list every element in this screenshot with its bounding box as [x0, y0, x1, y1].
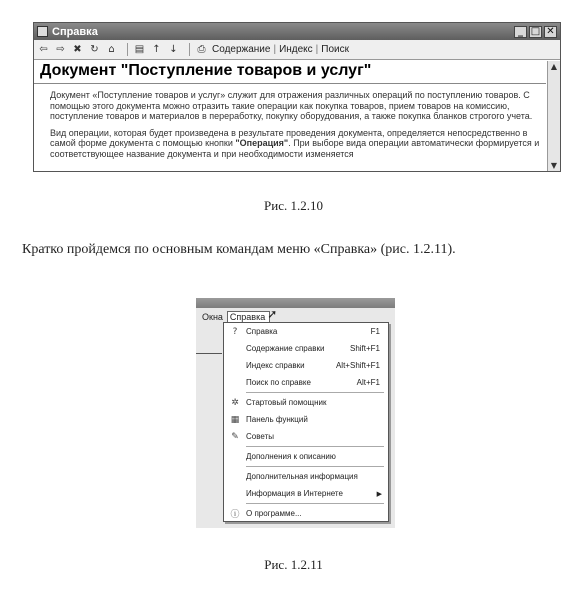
search-link[interactable]: Поиск [321, 44, 349, 55]
help-menu-screenshot [196, 298, 395, 528]
wizard-icon: ✲ [231, 397, 239, 408]
minimize-button[interactable]: _ [514, 26, 527, 38]
document-title: Документ "Поступление товаров и услуг" [34, 60, 546, 84]
menubar [196, 308, 395, 323]
menu-item-start-wizard[interactable] [224, 394, 388, 411]
menu-separator [246, 466, 384, 467]
menu-item-shortcut: Alt+F1 [356, 378, 380, 387]
home-icon[interactable]: ⌂ [108, 44, 115, 55]
toolbar-divider [189, 43, 190, 56]
submenu-arrow-icon: ▶ [376, 489, 382, 498]
toolbar-divider [127, 43, 128, 56]
menu-separator [246, 446, 384, 447]
paragraph-text: . При выборе вида операции автоматически формируется и соответствующее название документа и при необходимости изменяется [50, 138, 540, 159]
menu-item-shortcut: Alt+Shift+F1 [335, 361, 380, 370]
menu-separator [246, 503, 384, 504]
menu-item-label: Советы [246, 432, 274, 441]
toolbar-separator: | [273, 44, 277, 55]
refresh-icon[interactable]: ↻ [90, 44, 99, 55]
menu-item-about[interactable] [224, 505, 388, 522]
menu-item-help[interactable] [224, 323, 388, 340]
sync-contents-icon[interactable]: ▤ [134, 44, 145, 55]
back-arrow-icon[interactable]: ⇦ [39, 44, 48, 55]
forward-arrow-icon[interactable]: ⇨ [56, 44, 65, 55]
print-icon[interactable]: ⎙ [197, 44, 206, 55]
menu-item-help-search[interactable] [224, 374, 388, 391]
menu-item-function-panel[interactable] [224, 411, 388, 428]
help-window [33, 22, 561, 172]
next-topic-icon[interactable]: ↓ [169, 44, 178, 55]
close-button[interactable]: ✕ [544, 26, 557, 38]
scroll-up-icon[interactable]: ▲ [550, 62, 558, 71]
window-titlebar [196, 298, 395, 308]
menu-item-label: Индекс справки [246, 361, 305, 370]
stop-icon[interactable]: ✖ [73, 44, 82, 55]
menu-item-label: Поиск по справке [246, 378, 311, 387]
help-dropdown-menu [223, 322, 389, 522]
menu-separator [246, 392, 384, 393]
question-icon: ? [232, 326, 238, 337]
menu-help[interactable]: Справка [227, 311, 270, 323]
help-toolbar [34, 40, 560, 60]
scroll-down-icon[interactable]: ▼ [550, 161, 558, 170]
menu-item-label: Стартовый помощник [246, 398, 327, 407]
index-link[interactable]: Индекс [279, 44, 313, 55]
previous-topic-icon[interactable]: ↑ [152, 44, 161, 55]
help-app-icon [37, 26, 48, 37]
toolbar-separator: | [315, 44, 319, 55]
menu-item-additional-info[interactable] [224, 468, 388, 485]
menu-item-description-addons[interactable] [224, 448, 388, 465]
paragraph-text: Вид операции, которая будет произведена в результате проведения документа, определяется непосредственно в самой форме документа с помощью кнопки [50, 127, 528, 148]
help-window-titlebar [34, 23, 560, 40]
menu-item-label: Справка [246, 327, 278, 336]
body-paragraph: Кратко пройдемся по основным командам меню «Справка» (рис. 1.2.11). [22, 242, 456, 257]
contents-link[interactable]: Содержание [212, 44, 271, 55]
menu-item-tips[interactable] [224, 428, 388, 445]
menu-item-shortcut: F1 [370, 327, 380, 336]
menu-item-label: Дополнения к описанию [246, 452, 336, 461]
help-paragraph: Документ «Поступление товаров и услуг» служит для отражения различных операций по поступлению товаров. С помощью этого документа можно отразить такие операции как покупка товаров, прием товаров на комиссию, поступление товаров и материалов в переработку, покупку оборудования, а также покупка бланков строгого учета. [50, 90, 533, 121]
menu-item-shortcut: Shift+F1 [349, 344, 380, 353]
maximize-button[interactable]: □ [530, 25, 541, 37]
figure-caption: Рис. 1.2.10 [264, 198, 323, 213]
menu-item-help-contents[interactable] [224, 340, 388, 357]
help-paragraph [50, 128, 540, 160]
window-title: Справка [52, 25, 98, 38]
menu-item-label: О программе... [246, 509, 302, 518]
help-content [34, 84, 560, 159]
operation-keyword: "Операция" [235, 138, 289, 148]
mouse-cursor-icon: ➚ [267, 307, 278, 321]
divider-line [196, 353, 222, 354]
menu-item-label: Информация в Интернете [246, 489, 343, 498]
panel-icon: ▦ [230, 414, 240, 425]
tips-icon: ✎ [231, 431, 239, 442]
menu-item-label: Панель функций [246, 415, 308, 424]
info-icon: ⓘ [230, 510, 240, 520]
menu-item-label: Содержание справки [246, 344, 325, 353]
menu-item-internet-info[interactable] [224, 485, 388, 502]
menu-item-label: Дополнительная информация [246, 472, 358, 481]
menu-item-help-index[interactable] [224, 357, 388, 374]
menu-window[interactable]: Окна [202, 312, 223, 322]
figure-caption: Рис. 1.2.11 [264, 557, 323, 572]
vertical-scrollbar[interactable] [547, 61, 560, 171]
